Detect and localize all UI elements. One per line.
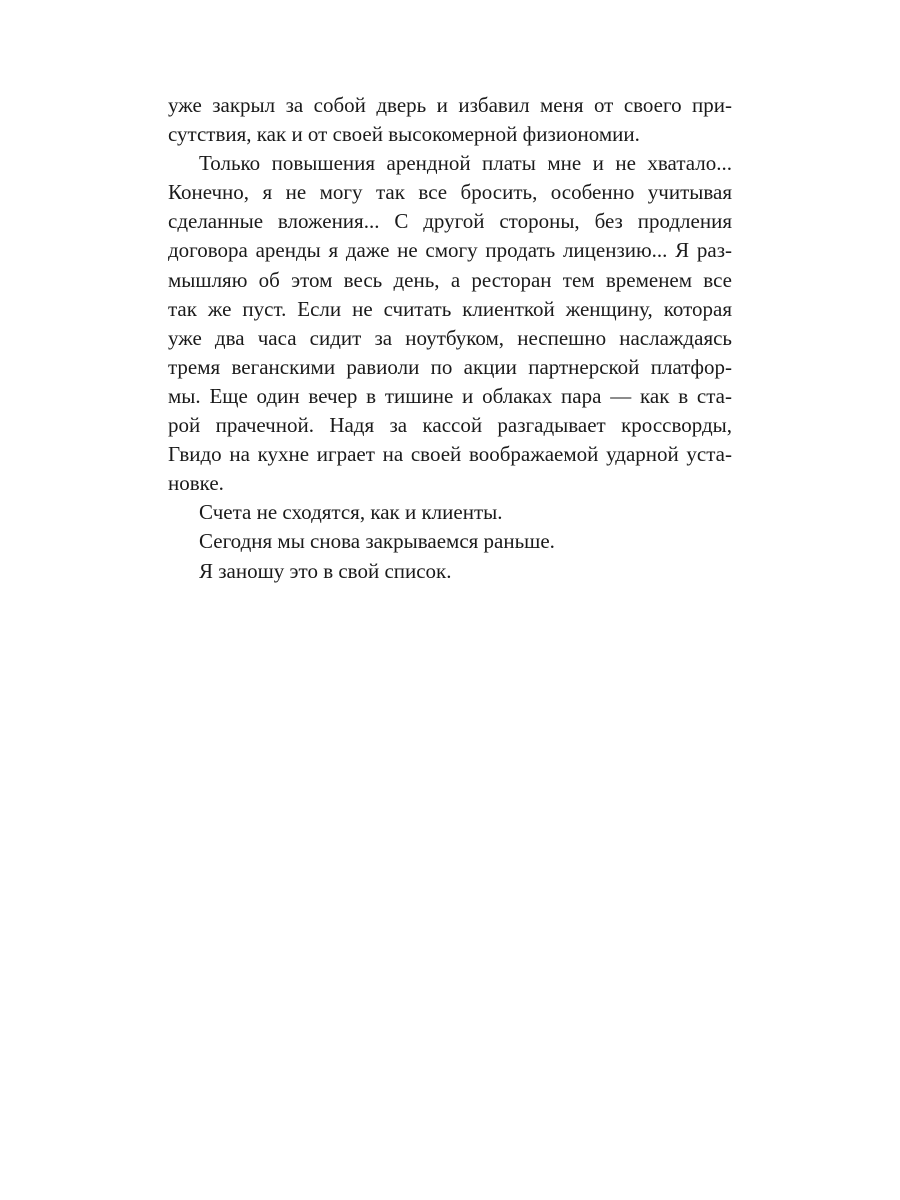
text-line: Конечно, я не могу так все бросить, особенно учитывая [168, 180, 732, 205]
text-line: сделанные вложения... С другой стороны, без продления [168, 209, 732, 234]
text-line: Я заношу это в свой список. [199, 558, 452, 583]
text-line: тремя веганскими равиоли по акции партнерской платфор- [168, 354, 732, 379]
text-line: уже два часа сидит за ноутбуком, неспешно наслаждаясь [168, 325, 732, 350]
text-line: так же пуст. Если не считать клиенткой женщину, которая [168, 296, 732, 321]
paragraph-4 [168, 527, 732, 556]
text-line: Гвидо на кухне играет на своей воображаемой ударной уста- [168, 442, 732, 467]
text-line: Счета не сходятся, как и клиенты. [199, 500, 503, 525]
text-line: мы. Еще один вечер в тишине и облаках пара — как в ста- [168, 383, 732, 408]
body-text [168, 91, 732, 586]
text-line: новке. [168, 471, 224, 496]
text-line: договора аренды я даже не смогу продать лицензию... Я раз- [168, 238, 732, 263]
text-line: уже закрыл за собой дверь и избавил меня от своего при- [168, 93, 732, 117]
paragraph-3 [168, 498, 732, 527]
text-line: Сегодня мы снова закрываемся раньше. [199, 529, 555, 554]
text-line: рой прачечной. Надя за кассой разгадывает кроссворды, [168, 413, 732, 438]
text-line: сутствия, как и от своей высокомерной физиономии. [168, 122, 640, 147]
paragraph-5 [168, 557, 732, 586]
paragraph-1 [168, 91, 732, 149]
paragraph-2 [168, 149, 732, 498]
text-line: Только повышения арендной платы мне и не хватало... [199, 151, 732, 176]
text-line: мышляю об этом весь день, а ресторан тем временем все [168, 267, 732, 292]
